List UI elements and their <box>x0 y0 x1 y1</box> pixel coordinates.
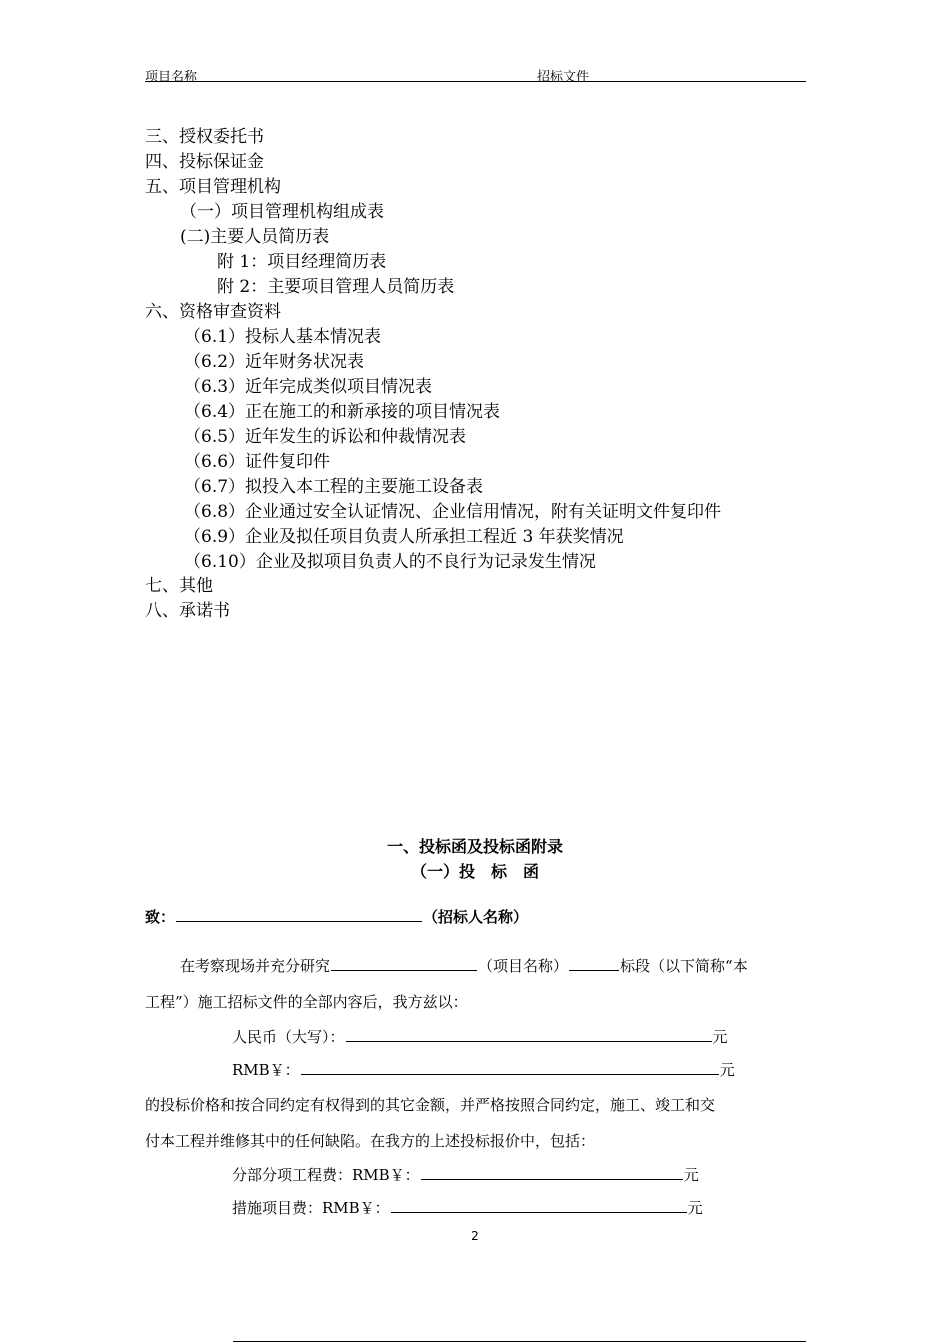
rmb-label: RMB￥： <box>232 1061 300 1079</box>
header-rule <box>145 81 806 82</box>
yuan-unit: 元 <box>719 1061 735 1079</box>
toc-item: （一）项目管理机构组成表 <box>180 202 384 222</box>
rmb-amount-blank[interactable] <box>301 1059 719 1075</box>
toc-item: （6.6）证件复印件 <box>184 452 331 472</box>
yuan-unit: 元 <box>687 1199 703 1217</box>
header-document-title: 招标文件 <box>537 70 590 85</box>
yuan-unit: 元 <box>683 1166 699 1184</box>
para2-line1: 的投标价格和按合同约定有权得到的其它金额，并严格按照合同约定，施工、竣工和交 <box>145 1096 716 1114</box>
rmb-upper-label: 人民币（大写）： <box>232 1028 345 1046</box>
section-title: 一、投标函及投标函附录 <box>386 837 563 856</box>
section-subtitle: （一）投 标 函 <box>410 862 539 881</box>
toc-item: 五、项目管理机构 <box>145 177 281 197</box>
toc-item: （6.2）近年财务状况表 <box>184 352 365 372</box>
toc-item: 八、承诺书 <box>145 601 230 621</box>
header-project-name: 项目名称 <box>145 70 198 85</box>
intro-text-b: （项目名称） <box>478 957 569 975</box>
project-name-blank[interactable] <box>331 955 477 971</box>
toc-item: 附 1：项目经理简历表 <box>217 252 387 272</box>
fee2-label: 措施项目费：RMB￥： <box>232 1199 390 1217</box>
to-label: 致： <box>145 908 176 926</box>
toc-item: （6.1）投标人基本情况表 <box>184 327 382 347</box>
fee1-blank[interactable] <box>421 1164 683 1180</box>
toc-item: （6.5）近年发生的诉讼和仲裁情况表 <box>184 427 467 447</box>
intro-text-line2: 工程”）施工招标文件的全部内容后，我方兹以： <box>145 993 468 1011</box>
page-number: 2 <box>471 1229 479 1243</box>
yuan-unit: 元 <box>712 1028 728 1046</box>
rmb-upper-blank[interactable] <box>346 1026 712 1042</box>
toc-item: 六、资格审查资料 <box>145 302 281 322</box>
toc-item: （6.3）近年完成类似项目情况表 <box>184 377 433 397</box>
toc-item: 三、授权委托书 <box>145 127 264 147</box>
toc-item: （6.8）企业通过安全认证情况、企业信用情况，附有关证明文件复印件 <box>184 502 722 522</box>
section-number-blank[interactable] <box>569 955 619 971</box>
toc-item: （6.4）正在施工的和新承接的项目情况表 <box>184 402 501 422</box>
toc-item: 附 2：主要项目管理人员简历表 <box>217 277 455 297</box>
fee1-label: 分部分项工程费：RMB￥： <box>232 1166 420 1184</box>
intro-text-a: 在考察现场并充分研究 <box>180 957 331 975</box>
intro-text-c: 标段（以下简称“本 <box>620 957 748 975</box>
toc-item: （6.9）企业及拟任项目负责人所承担工程近 3 年获奖情况 <box>184 527 624 547</box>
toc-item: （6.10）企业及拟项目负责人的不良行为记录发生情况 <box>184 552 596 572</box>
footer-rule <box>233 1341 806 1342</box>
toc-item: （6.7）拟投入本工程的主要施工设备表 <box>184 477 484 497</box>
toc-item: (二)主要人员简历表 <box>180 227 330 247</box>
fee2-blank[interactable] <box>391 1197 687 1213</box>
tenderer-name-blank[interactable] <box>176 906 422 922</box>
toc-item: 四、投标保证金 <box>145 152 264 172</box>
toc-item: 七、其他 <box>145 576 213 596</box>
to-suffix: （招标人名称） <box>423 908 529 926</box>
para2-line2: 付本工程并维修其中的任何缺陷。在我方的上述投标报价中，包括： <box>145 1132 596 1150</box>
